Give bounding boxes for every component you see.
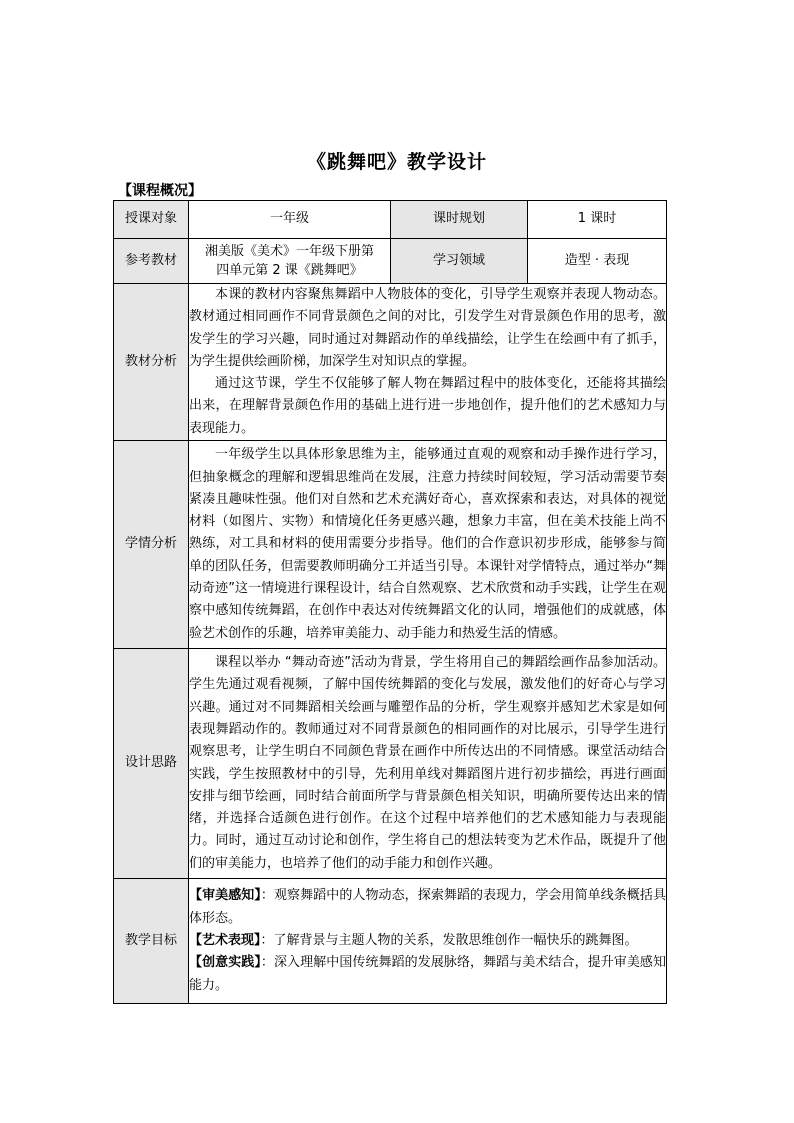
label-goals: 教学目标: [114, 879, 189, 1004]
content-students: [189, 441, 667, 649]
row-goals: [114, 879, 667, 1004]
info-row-textbook: [114, 239, 667, 284]
content-analysis: [189, 284, 667, 441]
value-textbook-line2: 四单元第 2 课《跳舞吧》: [216, 263, 363, 278]
label-domain: 学习领域: [391, 239, 528, 284]
section-label: 【课程概况】: [118, 183, 202, 199]
page-title: 《跳舞吧》教学设计: [306, 151, 487, 173]
lesson-plan-table: [113, 200, 667, 1004]
value-textbook-line1: 湘美版《美术》一年级下册第: [204, 244, 374, 259]
goal-text: ：了解背景与主题人物的关系，发散思维创作一幅快乐的跳舞图。: [260, 932, 638, 948]
label-analysis: 教材分析: [114, 284, 189, 441]
row-students: [114, 441, 667, 649]
label-textbook: 参考教材: [114, 239, 189, 284]
value-hours: 1 课时: [528, 201, 667, 239]
content-design: [189, 649, 667, 879]
label-hours: 课时规划: [391, 201, 528, 239]
goal-text: ：观察舞蹈中的人物动态，探索舞蹈的表现力，学会用简单线条概括具体形态。: [189, 888, 666, 926]
info-row-audience: [114, 201, 667, 239]
analysis-paragraph-1: 本课的教材内容聚焦舞蹈中人物肢体的变化，引导学生观察并表现人物动态。教材通过相同画作不同背景颜色之间的对比，引发学生对背景颜色作用的思考，激发学生的学习兴趣，同时通过对舞蹈动作的单线描绘，让学生在绘画中有了抓手，为学生提供绘画阶梯，加深学生对知识点的掌握。: [189, 287, 666, 369]
value-textbook: [189, 239, 391, 284]
value-domain: 造型 · 表现: [528, 239, 667, 284]
row-analysis: [114, 284, 667, 441]
row-design: [114, 649, 667, 879]
value-audience: 一年级: [189, 201, 391, 239]
analysis-paragraph-2: 通过这节课，学生不仅能够了解人物在舞蹈过程中的肢体变化，还能将其描绘出来，在理解背景颜色作用的基础上进行进一步地创作，提升他们的艺术感知力与表现能力。: [189, 376, 666, 436]
goal-item: [189, 930, 666, 952]
content-goals: [189, 879, 667, 1004]
label-students: 学情分析: [114, 441, 189, 649]
goal-tag: 【审美感知】: [189, 888, 261, 904]
design-paragraph-1: 课程以举办 “舞动奇迹”活动为背景，学生将用自己的舞蹈绘画作品参加活动。学生先通过观看视频，了解中国传统舞蹈的变化与发展，激发他们的好奇心与学习兴趣。通过对不同舞蹈相关绘画与雕塑作品的分析，学生观察并感知艺术家是如何表现舞蹈动作的。教师通过对不同背景颜色的相同画作的对比展示，引导学生进行观察思考，让学生明白不同颜色背景在画作中所传达出的不同情感。课堂活动结合实践，学生按照教材中的引导，先利用单线对舞蹈图片进行初步描绘，再进行画面安排与细节绘画，同时结合前面所学与背景颜色相关知识，明确所要传达出来的情绪，并选择合适颜色进行创作。在这个过程中培养他们的艺术感知能力与表现能力。同时，通过互动讨论和创作，学生将自己的想法转变为艺术作品，既提升了他们的审美能力，也培养了他们的动手能力和创作兴趣。: [189, 655, 666, 871]
goal-item: [189, 952, 666, 997]
students-paragraph-1: 一年级学生以具体形象思维为主，能够通过直观的观察和动手操作进行学习，但抽象概念的理解和逻辑思维尚在发展，注意力持续时间较短，学习活动需要节奏紧凑且趣味性强。他们对自然和艺术充满好奇心，喜欢探索和表达，对具体的视觉材料（如图片、实物）和情境化任务更感兴趣，想象力丰富，但在美术技能上尚不熟练，对工具和材料的使用需要分步指导。他们的合作意识初步形成，能够参与简单的团队任务，但需要教师明确分工并适当引导。本课针对学情特点，通过举办“舞动奇迹”这一情境进行课程设计，结合自然观察、艺术欣赏和动手实践，让学生在观察中感知传统舞蹈，在创作中表达对传统舞蹈文化的认同，增强他们的成就感，体验艺术创作的乐趣，培养审美能力、动手能力和热爱生活的情感。: [189, 447, 666, 641]
goal-item: [189, 885, 666, 930]
goal-text: ：深入理解中国传统舞蹈的发展脉络，舞蹈与美术结合，提升审美感知能力。: [189, 955, 666, 993]
goal-tag: 【创意实践】: [189, 955, 261, 971]
goal-tag: 【艺术表现】: [189, 932, 261, 948]
label-design: 设计思路: [114, 649, 189, 879]
label-audience: 授课对象: [114, 201, 189, 239]
